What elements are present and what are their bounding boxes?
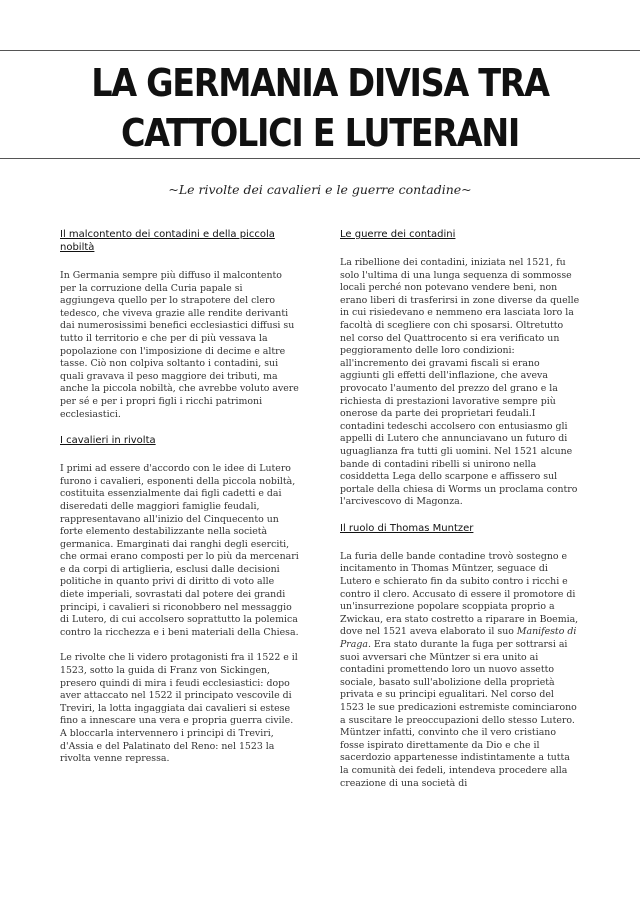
page-title: LA GERMANIA DIVISA TRA CATTOLICI E LUTERANI [91, 61, 549, 155]
manifesto-title: Manifesto di Praga. [340, 626, 577, 651]
section-heading: Il ruolo di Thomas Muntzer [340, 522, 474, 534]
paragraph: I primi ad essere d'accordo con le idee di Lutero furono i cavalieri, esponenti della piccola nobiltà, costituita essenzialmente dai figli cadetti e dai diseredati delle maggiori famiglie feudali, rappresentavano all'inizio del Cinquecento un forte elemento destabilizzante nella società germanica. Emarginati dai ranghi degli eserciti, che ormai erano composti per lo più da mercenari e da corpi di artiglieria, esclusi dalle decisioni politiche in quanto privi di diritto di voto alle diete imperiali, sovrastati dal potere dei grandi principi, i cavalieri si riconobbero nel messaggio di Lutero, di cui accolsero soprattutto la polemica contro la ricchezza e i beni materiali della Chiesa. [60, 463, 299, 638]
section-cavalieri [60, 434, 300, 766]
section-guerre-contadini [340, 228, 580, 509]
left-column [60, 228, 300, 779]
paragraph: Le rivolte che li videro protagonisti fra il 1522 e il 1523, sotto la guida di Franz von Sickingen, presero quindi di mira i feudi ecclesiastici: dopo aver attaccato nel 1522 il principato vescovile di Treviri, la lotta ingaggiata dai cavalieri si estese fino a innescare una vera e propria guerra civile. A bloccarla intervennero i principi di Treviri, d'Assia e del Palatinato del Reno: nel 1523 la rivolta venne repressa. [60, 652, 298, 765]
paragraph: La ribellione dei contadini, iniziata nel 1521, fu solo l'ultima di una lunga sequenza di sommosse locali perché non potevano vendere beni, non erano liberi di trasferirsi in zone diverse da quelle in cui risiedevano e nemmeno era lasciata loro la facoltà di scegliere con chi sposarsi. Oltretutto nel corso del Quattrocento si era verificato un peggioramento delle loro condizioni: all'incremento dei gravami fiscali si erano aggiunti gli effetti dell'inflazione, che aveva provocato l'aumento del prezzo del grano e la richiesta di prestazioni lavorative sempre più onerose da parte dei proprietari feudali.I contadini tedeschi accolsero con entusiasmo gli appelli di Lutero che annunciavano un futuro di uguaglianza fra tutti gli uomini. Nel 1521 alcune bande di contadini ribelli si unirono nella cosiddetta Lega dello scarpone e affissero sul portale della chiesa di Worms un proclama contro l'arcivescovo di Magonza. [340, 257, 580, 508]
paragraph [340, 551, 580, 790]
section-heading: I cavalieri in rivolta [60, 435, 156, 447]
page-subtitle: ~Le rivolte dei cavalieri e le guerre contadine~ [168, 182, 472, 197]
right-column [340, 228, 580, 803]
paragraph: In Germania sempre più diffuso il malcontento per la corruzione della Curia papale si aggiungeva quello per lo strapotere del clero tedesco, che viveva grazie alle rendite derivanti dai numerosissimi benefici ecclesiastici diffusi su tutto il territorio e che per di più vessava la popolazione con l'imposizione di decime e altre tasse. Ciò non colpiva soltanto i contadini, sui quali gravava il peso maggiore dei tributi, ma anche la piccola nobiltà, che avrebbe voluto avere per sé e per i propri figli i ricchi patrimoni ecclesiastici. [60, 270, 299, 420]
section-heading: Le guerre dei contadini [340, 229, 456, 240]
paragraph-text: Era stato durante la fuga per sottrarsi ai suoi avversari che Müntzer si era unito ai contadini promettendo loro un nuovo assetto sociale, basato sull'abolizione della proprietà privata e su principi egualitari. Nel corso del 1523 le sue predicazioni estremiste cominciarono a suscitare le preoccupazioni dello stesso Lutero. Müntzer infatti, convinto che il vero cristiano fosse ispirato direttamente da Dio e che il sacerdozio appartenesse indistintamente a tutta la comunità dei fedeli, intendeva procedere alla creazione di una società di [340, 639, 577, 789]
section-muntzer [340, 522, 580, 790]
title-bottom-rule [0, 158, 640, 159]
paragraph-text: La furia delle bande contadine trovò sostegno e incitamento in Thomas Müntzer, seguace di Lutero e schierato fin da subito contro i ricchi e contro il clero. Accusato di essere il promotore di un'insurrezione popolare scoppiata proprio a Zwickau, era stato costretto a riparare in Boemia, dove nel 1521 aveva elaborato il suo [340, 550, 579, 638]
top-rule [0, 50, 640, 51]
section-heading: Il malcontento dei contadini e della piccola nobiltà [60, 229, 275, 253]
section-malcontento [60, 228, 300, 421]
